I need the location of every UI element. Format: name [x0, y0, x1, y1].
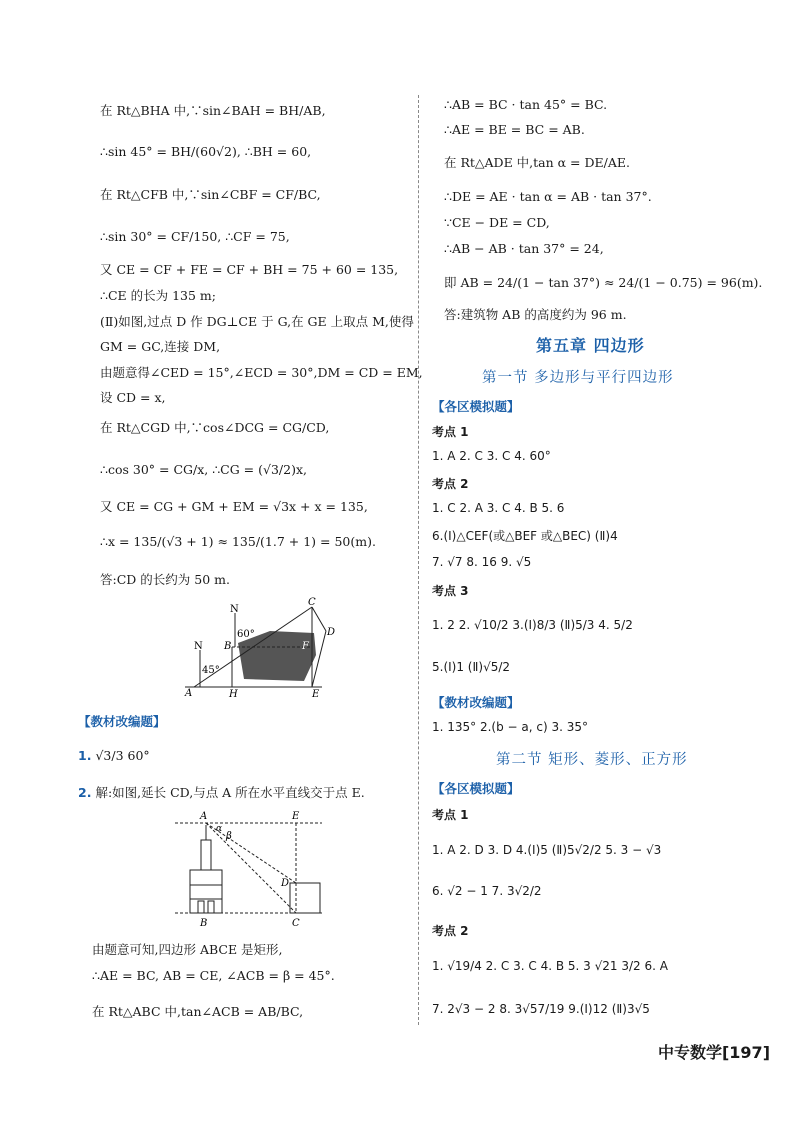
label-A: A	[200, 811, 208, 822]
label-N2: N	[230, 604, 239, 615]
kaodian-1-2-answers-b: 6.(Ⅰ)△CEF(或△BEF 或△BEC) (Ⅱ)4	[432, 529, 618, 543]
label-N1: N	[194, 641, 203, 652]
label-D: D	[327, 627, 336, 638]
q2-number: 2.	[78, 785, 92, 800]
page-number: 197	[729, 1043, 763, 1062]
left-line-10: 设 CD = x,	[100, 390, 166, 405]
right-line-1: ∴AB = BC · tan 45° = BC.	[444, 97, 608, 112]
left2-line-2: ∴AE = BC, AB = CE, ∠ACB = β = 45°.	[92, 968, 335, 983]
kaodian-1-3: 考点 3	[432, 584, 469, 598]
textbook-answers: 1. 135° 2.(b − a, c) 3. 35°	[432, 720, 589, 734]
right-line-2: ∴AE = BE = BC = AB.	[444, 122, 585, 137]
label-45: 45°	[202, 665, 220, 676]
left-line-15: 答:CD 的长约为 50 m.	[100, 572, 230, 587]
small-building	[290, 883, 320, 913]
page-number-bracket-close: ]	[762, 1043, 770, 1062]
left-line-1: 在 Rt△BHA 中,∵sin∠BAH = BH/AB,	[100, 103, 326, 118]
left-line-2: ∴sin 45° = BH/(60√2), ∴BH = 60,	[100, 144, 312, 159]
chapter-title: 第五章 四边形	[536, 336, 645, 355]
kaodian-2-1-answers-a: 1. A 2. D 3. D 4.(Ⅰ)5 (Ⅱ)5√2/2 5. 3 − √3	[432, 843, 662, 857]
kaodian-1-2-answers-a: 1. C 2. A 3. C 4. B 5. 6	[432, 501, 565, 515]
label-F: F	[302, 641, 309, 652]
left-line-11: 在 Rt△CGD 中,∵cos∠DCG = CG/CD,	[100, 420, 330, 435]
label-C: C	[308, 597, 316, 608]
label-E: E	[292, 811, 300, 822]
tag-district-mock-2: 【各区模拟题】	[432, 781, 520, 796]
tower-drawing	[190, 825, 222, 913]
section-1-title: 第一节 多边形与平行四边形	[482, 370, 674, 386]
kaodian-1-1: 考点 1	[432, 425, 469, 439]
left-line-8: GM = GC,连接 DM,	[100, 339, 221, 354]
q2-text: 解:如图,延长 CD,与点 A 所在水平直线交于点 E.	[95, 785, 365, 800]
label-E: E	[312, 689, 320, 700]
kaodian-2-2: 考点 2	[432, 924, 469, 938]
kaodian-1-2: 考点 2	[432, 477, 469, 491]
left-line-3: 在 Rt△CFB 中,∵sin∠CBF = CF/BC,	[100, 187, 321, 202]
label-B: B	[224, 641, 232, 652]
label-alpha: α	[216, 824, 223, 834]
q1-number: 1.	[78, 748, 92, 763]
footer-label: 中专数学	[657, 1043, 722, 1062]
q1-answer: √3/3 60°	[95, 748, 150, 763]
left-line-7: (Ⅱ)如图,过点 D 作 DG⊥CE 于 G,在 GE 上取点 M,使得	[100, 314, 414, 329]
kaodian-2-2-answers-a: 1. √19/4 2. C 3. C 4. B 5. 3 √21 3/2 6. A	[432, 959, 668, 973]
page-footer	[658, 1040, 770, 1063]
label-B: B	[200, 918, 208, 929]
tag-textbook-adapted: 【教材改编题】	[78, 714, 166, 729]
right-line-7: 即 AB = 24/(1 − tan 37°) ≈ 24/(1 − 0.75) = 96(m).	[444, 275, 763, 290]
label-beta: β	[226, 831, 232, 842]
right-line-6: ∴AB − AB · tan 37° = 24,	[444, 241, 604, 256]
left2-line-3: 在 Rt△ABC 中,tan∠ACB = AB/BC,	[92, 1004, 304, 1019]
left-line-13: 又 CE = CG + GM + EM = √3x + x = 135,	[100, 499, 368, 514]
q1-row	[78, 748, 150, 764]
kaodian-2-2-answers-b: 7. 2√3 − 2 8. 3√57/19 9.(Ⅰ)12 (Ⅱ)3√5	[432, 1002, 650, 1016]
figure-tower	[170, 805, 330, 930]
left-line-5: 又 CE = CF + FE = CF + BH = 75 + 60 = 135,	[100, 262, 399, 277]
left-line-6: ∴CE 的长为 135 m;	[100, 288, 216, 303]
tag-textbook-adapted-right: 【教材改编题】	[432, 695, 520, 710]
line-CD	[312, 607, 326, 631]
kaodian-2-1: 考点 1	[432, 808, 469, 822]
right-line-5: ∵CE − DE = CD,	[444, 215, 550, 230]
tag-district-mock-1: 【各区模拟题】	[432, 399, 520, 414]
left-line-12: ∴cos 30° = CG/x, ∴CG = (√3/2)x,	[100, 462, 307, 477]
label-C: C	[292, 918, 300, 929]
left2-line-1: 由题意可知,四边形 ABCE 是矩形,	[92, 942, 283, 957]
label-H: H	[229, 689, 238, 700]
left-line-14: ∴x = 135/(√3 + 1) ≈ 135/(1.7 + 1) = 50(m).	[100, 534, 376, 549]
left-line-9: 由题意得∠CED = 15°,∠ECD = 30°,DM = CD = EM,	[100, 365, 423, 380]
kaodian-1-1-answers: 1. A 2. C 3. C 4. 60°	[432, 449, 551, 463]
kaodian-1-3-answers-a: 1. 2 2. √10/2 3.(Ⅰ)8/3 (Ⅱ)5/3 4. 5/2	[432, 618, 633, 632]
right-line-3: 在 Rt△ADE 中,tan α = DE/AE.	[444, 155, 630, 170]
section-2-title: 第二节 矩形、菱形、正方形	[496, 752, 688, 768]
label-D: D	[281, 878, 290, 889]
kaodian-2-1-answers-b: 6. √2 − 1 7. 3√2/2	[432, 884, 542, 898]
right-line-8: 答:建筑物 AB 的高度约为 96 m.	[444, 307, 627, 322]
label-A: A	[185, 688, 193, 699]
kaodian-1-2-answers-c: 7. √7 8. 16 9. √5	[432, 555, 532, 569]
q2-row	[78, 785, 365, 801]
right-line-4: ∴DE = AE · tan α = AB · tan 37°.	[444, 189, 652, 204]
page-number-bracket: [	[721, 1043, 730, 1062]
figure-building-angles	[180, 595, 340, 700]
column-divider	[418, 95, 419, 1025]
kaodian-1-3-answers-b: 5.(Ⅰ)1 (Ⅱ)√5/2	[432, 660, 511, 674]
left-line-4: ∴sin 30° = CF/150, ∴CF = 75,	[100, 229, 290, 244]
label-60: 60°	[237, 629, 255, 640]
